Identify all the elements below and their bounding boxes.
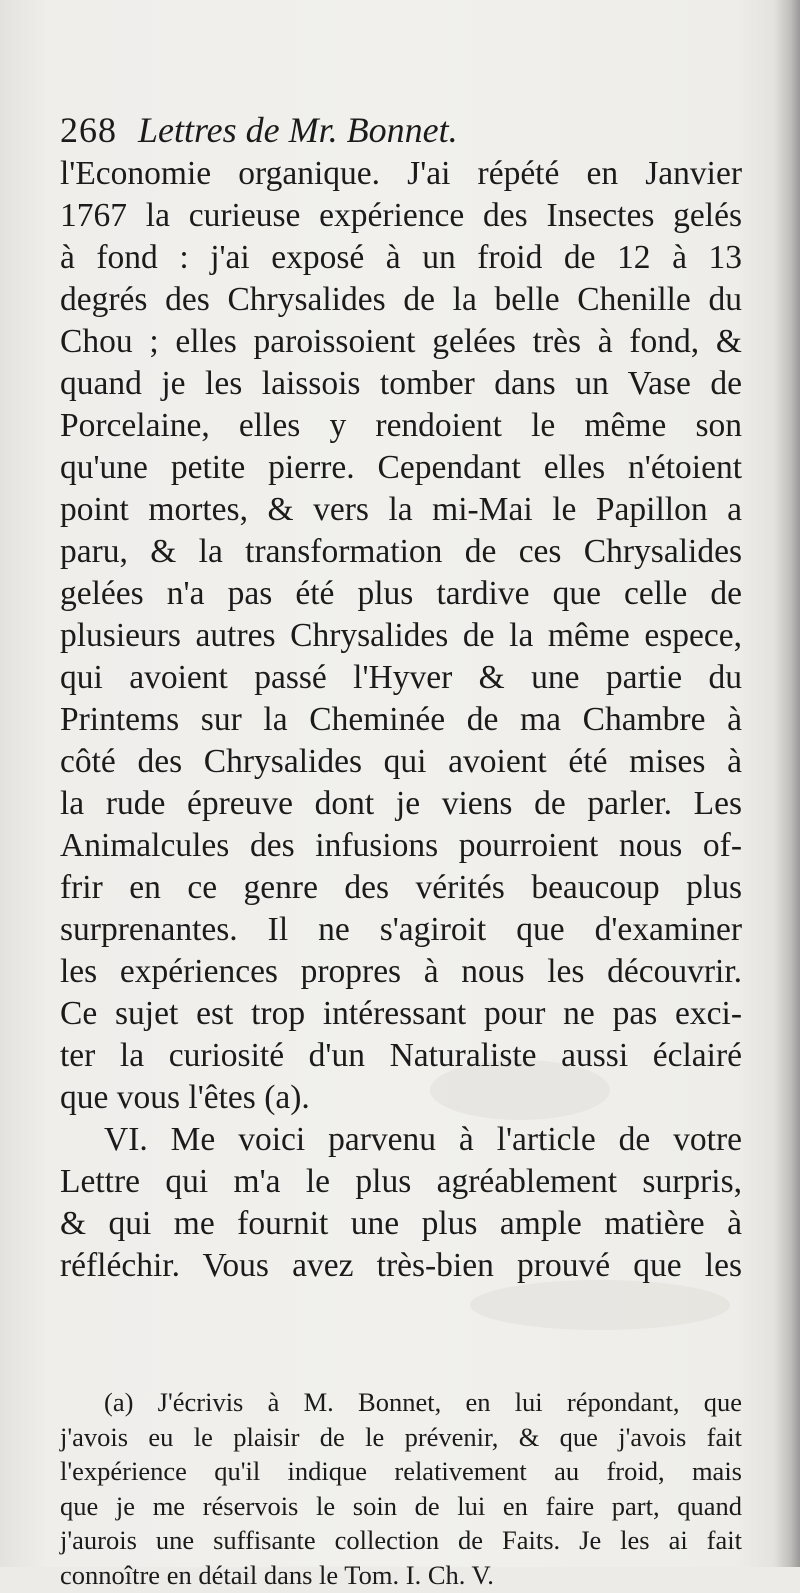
text-line: que vous l'êtes (a). xyxy=(60,1079,310,1116)
text-line: ter la curiosité d'un Naturaliste aussi éclairé xyxy=(60,1037,742,1074)
text-line: Ce sujet est trop intéressant pour ne pas exci- xyxy=(60,995,742,1032)
footnote-line: j'avois eu le plaisir de le prévenir, & que j'avois fait xyxy=(60,1421,742,1452)
text-line: 1767 la curieuse expérience des Insectes gelés xyxy=(60,197,742,234)
page-gutter-shadow xyxy=(774,0,800,1567)
text-line: réfléchir. Vous avez très-bien prouvé que les xyxy=(60,1247,742,1284)
text-line: côté des Chrysalides qui avoient été mises à xyxy=(60,743,742,780)
text-line: qu'une petite pierre. Cependant elles n'étoient xyxy=(60,449,742,486)
footnote-line: j'aurois une suffisante collection de Faits. Je les ai fait xyxy=(60,1525,742,1556)
text-line: surprenantes. Il ne s'agiroit que d'examiner xyxy=(60,911,742,948)
text-line: & qui me fournit une plus ample matière à xyxy=(60,1205,742,1242)
running-title: Lettres de Mr. Bonnet. xyxy=(138,110,458,150)
body-text xyxy=(60,153,742,1287)
text-line: point mortes, & vers la mi-Mai le Papillon a xyxy=(60,491,742,528)
footnote-line: que je me réservois le soin de lui en faire part, quand xyxy=(60,1490,742,1521)
text-line: Lettre qui m'a le plus agréablement surpris, xyxy=(60,1163,742,1200)
running-header xyxy=(60,107,742,153)
text-line: la rude épreuve dont je viens de parler. Les xyxy=(60,785,742,822)
text-line: frir en ce genre des vérités beaucoup plus xyxy=(60,869,742,906)
page-number: 268 xyxy=(60,110,117,150)
text-line: les expériences propres à nous les découvrir. xyxy=(60,953,742,990)
text-line: gelées n'a pas été plus tardive que celle de xyxy=(60,575,742,612)
text-line: paru, & la transformation de ces Chrysalides xyxy=(60,533,742,570)
text-line: qui avoient passé l'Hyver & une partie du xyxy=(60,659,742,696)
text-block xyxy=(60,107,742,1593)
text-line: Printems sur la Cheminée de ma Chambre à xyxy=(60,701,742,738)
text-line: Chou ; elles paroissoient gelées très à fond, & xyxy=(60,323,742,360)
text-line: Porcelaine, elles y rendoient le même son xyxy=(60,407,742,444)
text-line: degrés des Chrysalides de la belle Chenille du xyxy=(60,281,742,318)
text-line: VI. Me voici parvenu à l'article de votre xyxy=(104,1121,742,1158)
footnote-line: connoître en détail dans le Tom. I. Ch. V. xyxy=(60,1559,494,1590)
footnote xyxy=(60,1385,742,1593)
footnote-line: (a) J'écrivis à M. Bonnet, en lui répondant, que xyxy=(104,1387,742,1417)
text-line: plusieurs autres Chrysalides de la même espece, xyxy=(60,617,742,654)
text-line: quand je les laissois tomber dans un Vase de xyxy=(60,365,742,402)
text-line: à fond : j'ai exposé à un froid de 12 à 13 xyxy=(60,239,742,276)
text-line: l'Economie organique. J'ai répété en Janvier xyxy=(60,155,742,192)
text-line: Animalcules des infusions pourroient nous of- xyxy=(60,827,742,864)
footnote-line: l'expérience qu'il indique relativement au froid, mais xyxy=(60,1456,742,1487)
